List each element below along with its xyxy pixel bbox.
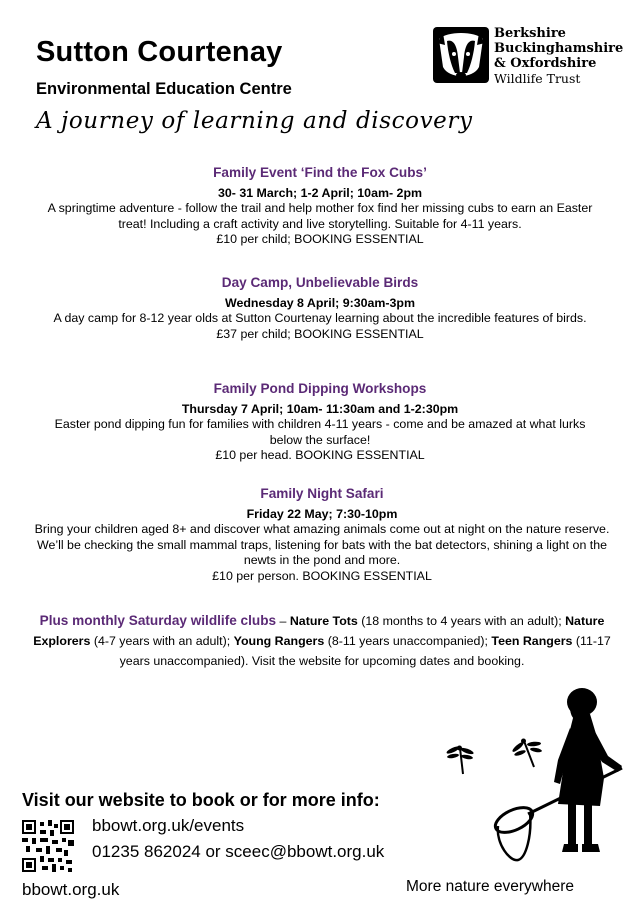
event-heading: Day Camp, Unbelievable Birds xyxy=(221,275,419,290)
tagline: A journey of learning and discovery xyxy=(36,108,473,134)
wildlife-clubs-paragraph xyxy=(30,611,614,671)
dragonfly-icon xyxy=(445,742,475,776)
page-subtitle: Environmental Education Centre xyxy=(36,80,292,98)
event-heading: Family Night Safari xyxy=(260,486,384,501)
event-heading: Family Pond Dipping Workshops xyxy=(213,381,427,396)
event-find-fox-cubs xyxy=(30,165,610,248)
contact-info: 01235 862024 or sceec@bbowt.org.uk xyxy=(92,842,385,861)
event-unbelievable-birds xyxy=(30,275,610,342)
club-young-rangers-desc: (8-11 years unaccompanied); xyxy=(324,634,492,648)
event-description: A day camp for 8-12 year olds at Sutton Courtenay learning about the incredible features of birds. xyxy=(53,311,587,325)
child-with-net-silhouette-icon xyxy=(488,686,628,864)
event-description: A springtime adventure - follow the trail and help mother fox find her missing cubs to earn an Easter treat! Including a craft activity and live storytelling. Suitable for 4-11 years. xyxy=(47,201,593,231)
event-date: Wednesday 8 April; 9:30am-3pm xyxy=(224,295,416,310)
club-young-rangers: Young Rangers xyxy=(233,634,325,648)
event-night-safari xyxy=(30,486,614,584)
logo-text xyxy=(494,26,623,86)
event-date: Friday 22 May; 7:30-10pm xyxy=(246,506,398,521)
page-title: Sutton Courtenay xyxy=(36,36,283,68)
logo-line-1: Berkshire xyxy=(494,26,566,41)
logo-line-3: & Oxfordshire xyxy=(494,56,597,71)
slogan: More nature everywhere xyxy=(406,878,574,895)
club-teen-rangers: Teen Rangers xyxy=(491,634,573,648)
clubs-dash: – xyxy=(276,614,290,628)
event-pond-dipping xyxy=(30,381,610,464)
website-link[interactable]: bbowt.org.uk xyxy=(22,880,120,899)
event-price: £10 per person. BOOKING ESSENTIAL xyxy=(212,568,432,583)
visit-website-heading: Visit our website to book or for more info: xyxy=(22,790,380,810)
event-price: £10 per head. BOOKING ESSENTIAL xyxy=(215,448,425,462)
badger-icon xyxy=(433,27,489,83)
event-date: Thursday 7 April; 10am- 11:30am and 1-2:30pm xyxy=(181,401,459,416)
event-price: £10 per child; BOOKING ESSENTIAL xyxy=(216,232,424,246)
club-nature-tots-desc: (18 months to 4 years with an adult); xyxy=(357,614,562,628)
club-nature-explorers-desc: (4-7 years with an adult); xyxy=(90,634,234,648)
qr-code-icon[interactable] xyxy=(22,820,74,872)
club-teen-rangers-desc: (11-17 years unaccompanied). Visit the website for upcoming dates and booking. xyxy=(119,634,611,668)
event-description: Easter pond dipping fun for families with children 4-11 years - come and be amazed at what lurks below the surface! xyxy=(54,417,586,447)
clubs-lead: Plus monthly Saturday wildlife clubs xyxy=(39,613,277,628)
logo-line-2: Buckinghamshire xyxy=(494,41,624,56)
club-nature-explorers: Nature Explorers xyxy=(33,614,605,648)
event-heading: Family Event ‘Find the Fox Cubs’ xyxy=(213,165,427,180)
logo-line-4: Wildlife Trust xyxy=(494,71,581,86)
event-date: 30- 31 March; 1-2 April; 10am- 2pm xyxy=(217,185,423,200)
event-description: Bring your children aged 8+ and discover what amazing animals come out at night on the nature reserve. We’ll be checking the small mammal traps, listening for bats with the bat detectors, shining a light on the newts in the pond and more. xyxy=(34,522,610,567)
events-link[interactable]: bbowt.org.uk/events xyxy=(92,816,245,835)
club-nature-tots: Nature Tots xyxy=(289,614,358,628)
event-price: £37 per child; BOOKING ESSENTIAL xyxy=(216,326,424,341)
